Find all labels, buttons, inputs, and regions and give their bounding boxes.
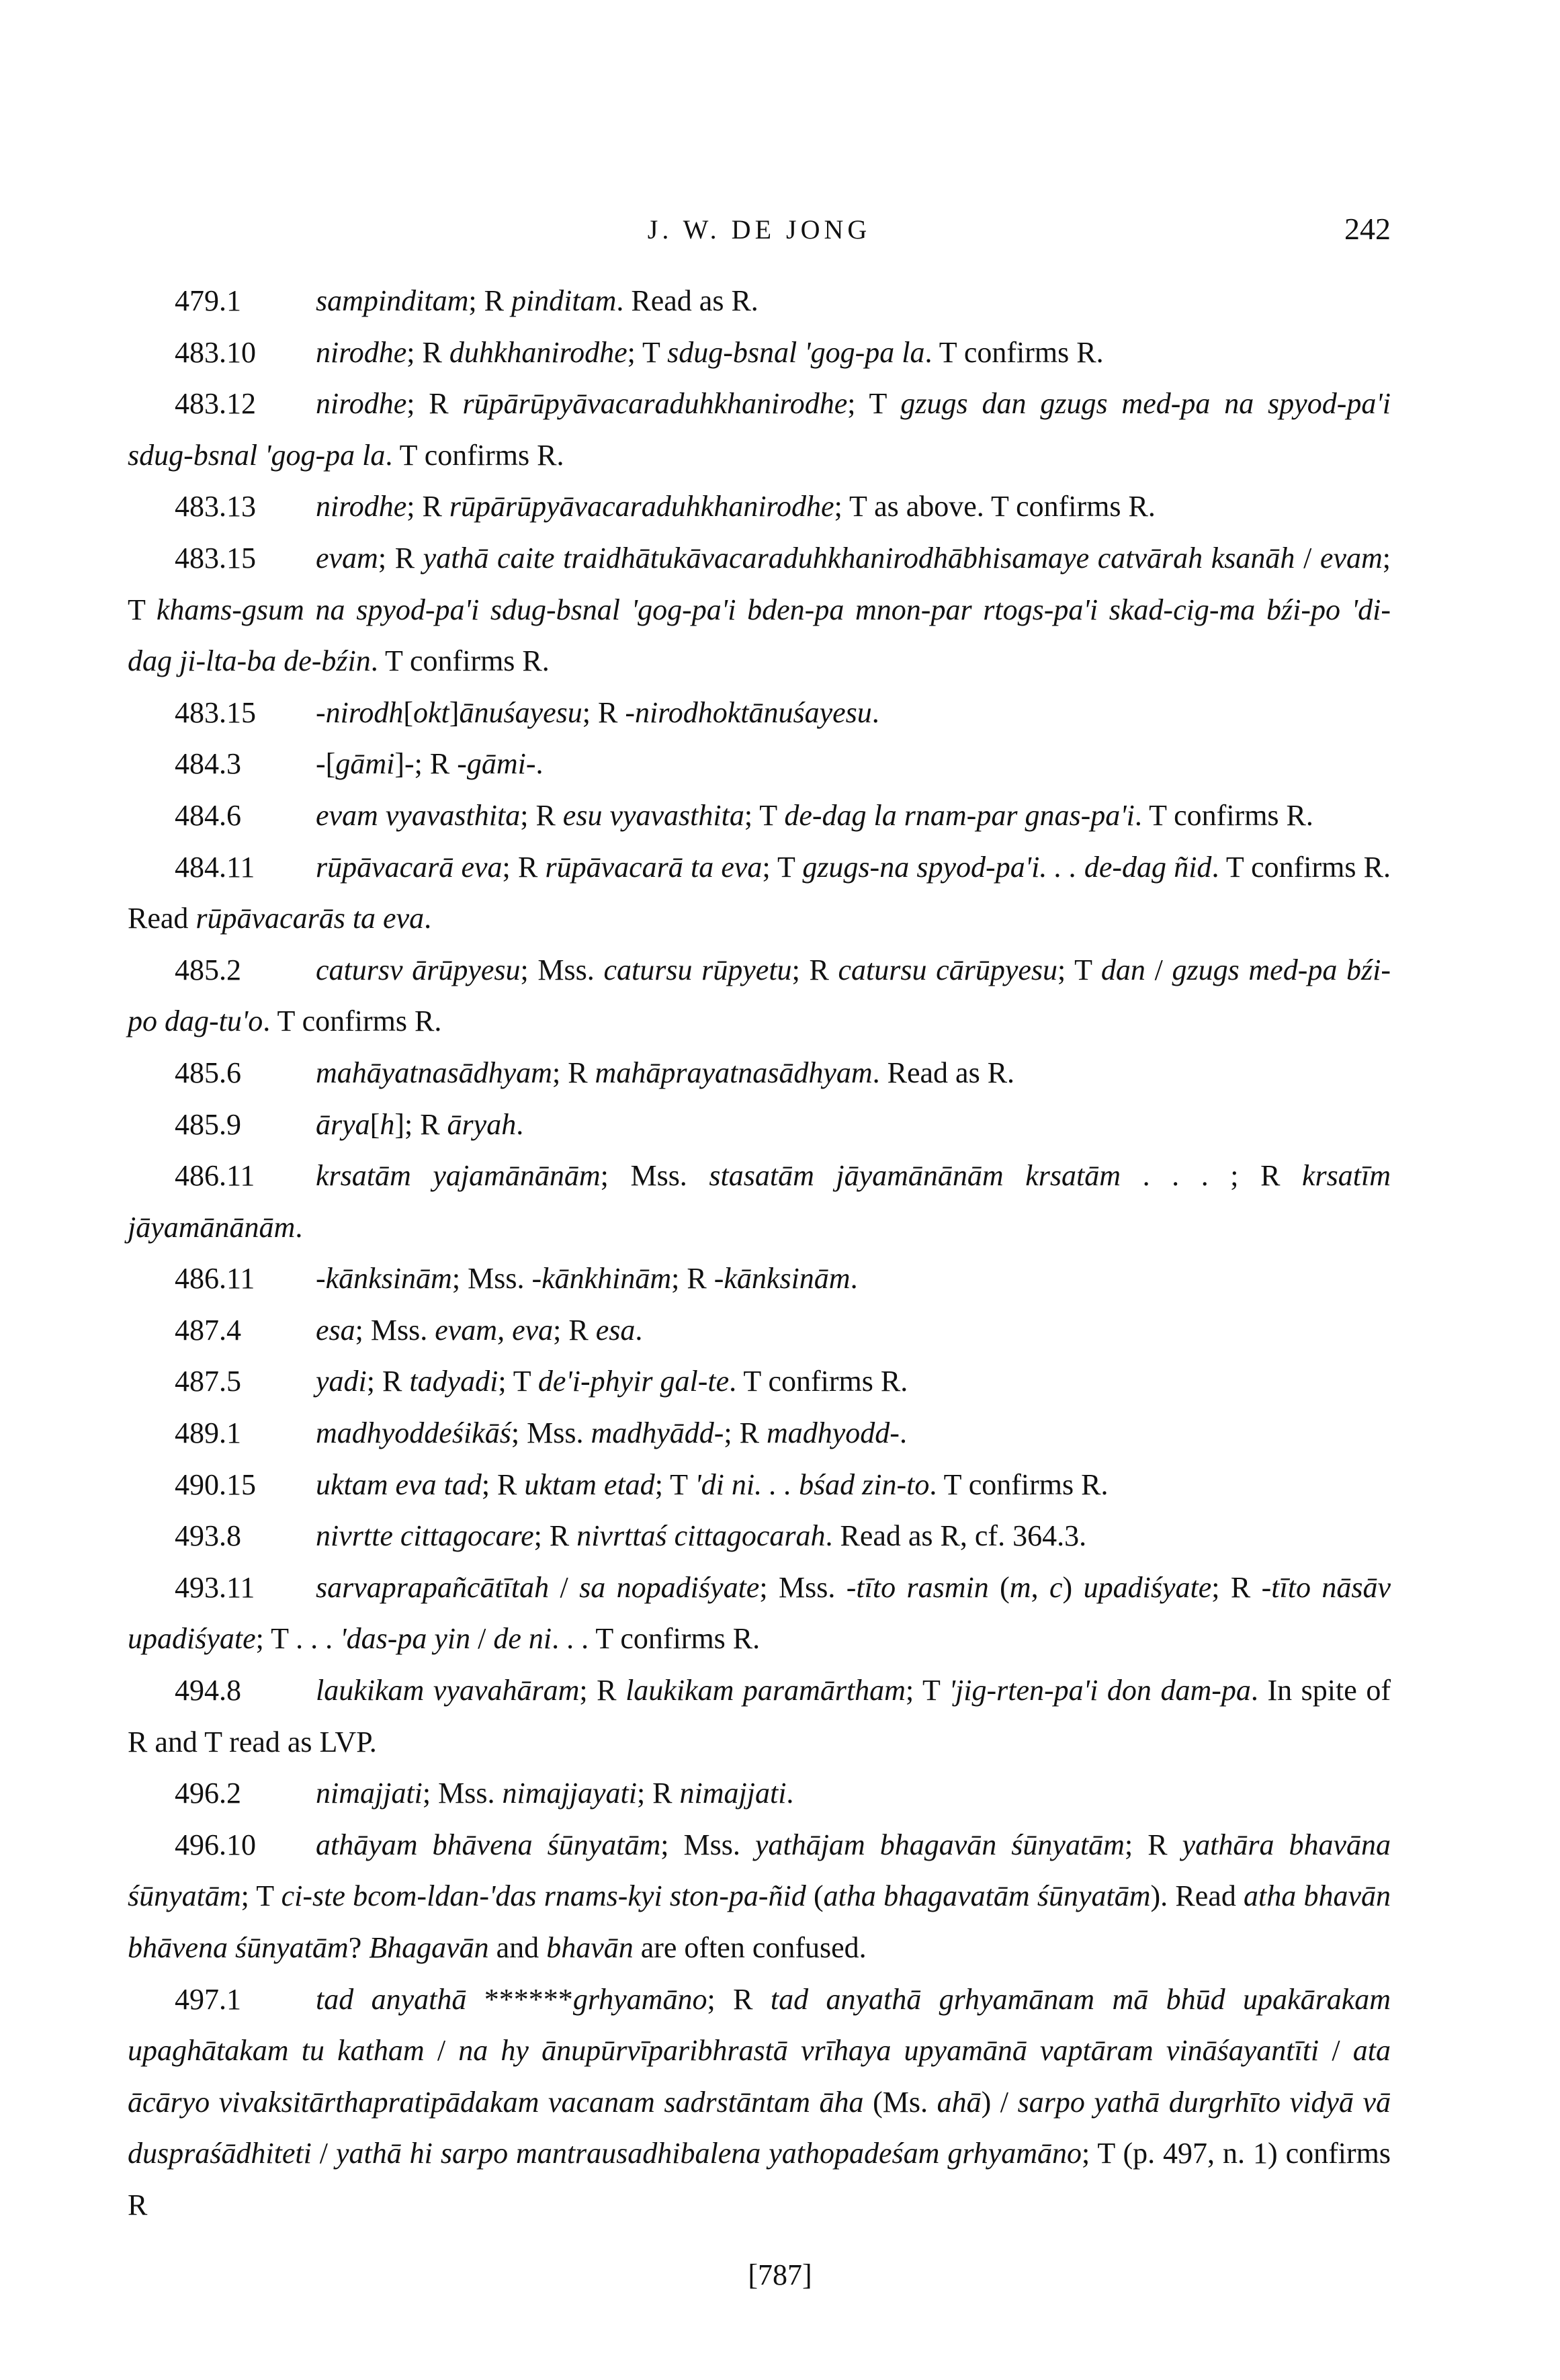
roman-text: ; Mss.: [759, 1570, 847, 1604]
header-author: J. W. DE JONG: [647, 214, 871, 245]
note-reference: 483.15: [175, 695, 256, 729]
note-entry: [128, 1562, 1391, 1665]
italic-text: m: [1009, 1570, 1031, 1604]
note-entry: [128, 1356, 1391, 1408]
note-reference: 493.11: [175, 1570, 255, 1604]
roman-text: ; R: [582, 695, 625, 729]
roman-text: . . . T confirms R.: [552, 1622, 761, 1656]
note-reference: 493.8: [175, 1519, 241, 1553]
roman-text: ; T (p. 497, n. 1) confirms R: [128, 2137, 1391, 2221]
roman-text: ; R: [378, 541, 423, 575]
italic-text: yathājam bhagavān śūnyatām: [754, 1828, 1125, 1861]
roman-text: [: [370, 1107, 380, 1141]
note-entry: [128, 481, 1391, 533]
italic-text: yathāra bhavāna śūnyatām: [128, 1828, 1391, 1913]
note-entry: [128, 1511, 1391, 1562]
note-reference: 489.1: [175, 1416, 241, 1450]
italic-text: gāmi: [335, 747, 395, 781]
note-entry: [128, 1305, 1391, 1357]
italic-text: tad anyathā: [316, 1982, 467, 2016]
roman-text: ; R: [406, 490, 449, 523]
italic-text: nimajjati: [679, 1777, 787, 1810]
roman-text: ; R: [502, 850, 546, 884]
italic-text: sa nopadiśyate: [579, 1570, 760, 1604]
italic-text: tad anyathā grhyamānam mā bhūd upakārakam upaghātakam tu katham: [128, 1982, 1391, 2068]
note-entry: [128, 842, 1391, 945]
roman-text: /: [470, 1622, 494, 1656]
roman-text: ; T: [241, 1879, 281, 1913]
italic-text: ānuśayesu: [459, 695, 582, 729]
italic-text: -kānksinām: [316, 1262, 452, 1295]
italic-text: rūpārūpyāvacaraduhkhanirodhe: [462, 387, 848, 421]
roman-text: ]-; R: [394, 747, 458, 781]
italic-text: ahā: [937, 2085, 982, 2119]
roman-text: .: [786, 1777, 794, 1810]
italic-text: ata ācāryo vivaksitārthapratipādakam vacanam sadrstāntam āha: [128, 2034, 1391, 2119]
note-reference: 485.2: [175, 953, 241, 986]
italic-text: yathā hi sarpo mantrausadhibalena yathopadeśam grhyamāno: [335, 2137, 1082, 2170]
note-entry: [128, 1974, 1391, 2232]
italic-text: 'jig-rten-pa'i don dam-pa: [949, 1674, 1251, 1707]
roman-text: ; R: [533, 1519, 577, 1553]
roman-text: . In spite of R and T read as LVP.: [128, 1674, 1391, 1758]
roman-text: .: [899, 1416, 907, 1450]
note-reference: 490.15: [175, 1468, 256, 1501]
italic-text: madhyodd-: [766, 1416, 900, 1450]
roman-text: [: [403, 695, 414, 729]
roman-text: . Read as R.: [872, 1056, 1015, 1089]
note-reference: 484.3: [175, 747, 241, 781]
roman-text: ): [1062, 1570, 1084, 1604]
roman-text: ). Read: [1150, 1879, 1244, 1913]
italic-text: c: [1049, 1570, 1063, 1604]
note-entry: [128, 1459, 1391, 1511]
italic-text: -kānksinām: [713, 1262, 851, 1295]
roman-text: ; Mss.: [451, 1262, 532, 1295]
roman-text: ; R: [553, 1313, 596, 1347]
roman-text: . T confirms R.: [924, 335, 1104, 369]
italic-text: krsatīm jāyamānānām: [128, 1159, 1391, 1244]
italic-text: athāyam bhāvena śūnyatām: [316, 1828, 661, 1861]
italic-text: pinditam: [511, 284, 617, 317]
italic-text: rūpāvacarā eva: [316, 850, 503, 884]
roman-text: ; R: [707, 1982, 771, 2016]
italic-text: atha bhagavatām śūnyatām: [823, 1879, 1151, 1913]
italic-text: atha bhavān bhāvena śūnyatām: [128, 1879, 1391, 1964]
italic-text: nirodhe: [316, 335, 407, 369]
note-entry: [128, 1768, 1391, 1820]
roman-text: (Ms.: [863, 2085, 937, 2119]
italic-text: khams-gsum na spyod-pa'i sdug-bsnal 'gog-pa'i bden-pa mnon-par rtogs-pa'i skad-cig-ma bźi-po 'di-dag ji-lta-ba de-bźin: [128, 593, 1391, 678]
running-header: [128, 214, 1391, 254]
roman-text: /: [1145, 953, 1172, 986]
italic-text: sdug-bsnal 'gog-pa la: [667, 335, 925, 369]
note-entry: [128, 790, 1391, 842]
note-reference: 497.1: [175, 1982, 241, 2016]
note-reference: 483.13: [175, 490, 256, 523]
notes-body: [128, 275, 1391, 2232]
roman-text: ; Mss.: [422, 1777, 503, 1810]
italic-text: uktam etad: [524, 1468, 655, 1501]
note-reference: 484.6: [175, 798, 241, 832]
roman-text: ; T: [654, 1468, 695, 1501]
roman-text: . Read as R.: [616, 284, 759, 317]
italic-text: uktam eva tad: [316, 1468, 482, 1501]
roman-text: .: [295, 1210, 303, 1244]
italic-text: rūpārūpyāvacaraduhkhanirodhe: [449, 490, 834, 523]
italic-text: evam: [316, 541, 378, 575]
italic-text: h: [380, 1107, 395, 1141]
note-entry: [128, 1099, 1391, 1151]
italic-text: yathā caite traidhātukāvacaraduhkhanirodhābhisamaye catvārah ksanāh: [423, 541, 1295, 575]
roman-text: ******: [466, 1982, 573, 2016]
roman-text: ; R: [724, 1416, 767, 1450]
italic-text: nimajjayati: [502, 1777, 637, 1810]
roman-text: .: [535, 747, 544, 781]
italic-text: catursu cārūpyesu: [838, 953, 1058, 986]
italic-text: sarpo yathā durgrhīto vidyā vā duspraśādhiteti: [128, 2085, 1391, 2170]
roman-text: ]; R: [394, 1107, 447, 1141]
roman-text: ; R: [671, 1262, 714, 1295]
roman-text: ; T . . .: [255, 1622, 341, 1656]
note-entry: [128, 1253, 1391, 1305]
header-page-number: 242: [1344, 212, 1391, 246]
note-reference: 484.11: [175, 850, 255, 884]
italic-text: mahāprayatnasādhyam: [595, 1056, 873, 1089]
italic-text: āryah: [447, 1107, 517, 1141]
roman-text: /: [549, 1570, 580, 1604]
note-reference: 496.10: [175, 1828, 256, 1861]
roman-text: /: [311, 2137, 336, 2170]
roman-text: . T confirms R. Read: [128, 850, 1391, 935]
roman-text: ; T: [128, 541, 1391, 626]
italic-text: yadi: [316, 1365, 367, 1398]
note-reference: 486.11: [175, 1262, 255, 1295]
roman-text: ; R: [791, 953, 838, 986]
roman-text: ; R: [636, 1777, 680, 1810]
roman-text: ; T: [744, 798, 785, 832]
roman-text: ; T: [905, 1674, 949, 1707]
italic-text: evam: [1319, 541, 1383, 575]
note-entry: [128, 1820, 1391, 1974]
roman-text: (: [988, 1570, 1010, 1604]
italic-text: sampinditam: [316, 284, 469, 317]
italic-text: duhkhanirodhe: [449, 335, 627, 369]
roman-text: ; Mss.: [520, 953, 604, 986]
roman-text: .: [871, 695, 879, 729]
roman-text: -[: [316, 747, 336, 781]
italic-text: mahāyatnasādhyam: [316, 1056, 552, 1089]
italic-text: laukikam paramārtham: [625, 1674, 906, 1707]
roman-text: . . . ; R: [1121, 1159, 1303, 1193]
roman-text: ; R: [468, 284, 511, 317]
note-reference: 479.1: [175, 284, 241, 317]
roman-text: . T confirms R.: [370, 644, 550, 678]
roman-text: ; T as above. T confirms R.: [834, 490, 1156, 523]
italic-text: nivrttaś cittagocarah: [576, 1519, 826, 1553]
italic-text: -tīto rasmin: [846, 1570, 989, 1604]
note-entry: [128, 533, 1391, 687]
italic-text: stasatām jāyamānānām krsatām: [709, 1159, 1121, 1193]
roman-text: ; R: [552, 1056, 595, 1089]
italic-text: madhyādd-: [591, 1416, 724, 1450]
roman-text: /: [424, 2034, 459, 2068]
italic-text: upadiśyate: [1083, 1570, 1212, 1604]
italic-text: -nirodhoktānuśayesu: [625, 695, 872, 729]
note-entry: [128, 327, 1391, 379]
roman-text: .: [635, 1313, 643, 1347]
italic-text: -tīto nāsāv upadiśyate: [128, 1570, 1391, 1656]
roman-text: and: [488, 1931, 547, 1964]
italic-text: -gāmi-: [457, 747, 536, 781]
roman-text: .: [516, 1107, 524, 1141]
italic-text: catursv ārūpyesu: [316, 953, 521, 986]
note-entry: [128, 687, 1391, 739]
note-reference: 483.10: [175, 335, 256, 369]
roman-text: ; T: [498, 1365, 538, 1398]
italic-text: nirodhe: [316, 490, 407, 523]
roman-text: ) /: [981, 2085, 1018, 2119]
italic-text: nimajjati: [316, 1777, 423, 1810]
italic-text: gzugs med-pa bźi-po dag-tu'o: [128, 953, 1391, 1038]
roman-text: /: [1295, 541, 1320, 575]
roman-text: (: [806, 1879, 824, 1913]
roman-text: ; R: [579, 1674, 626, 1707]
roman-text: ; R: [366, 1365, 410, 1398]
italic-text: rūpāvacarās ta eva: [196, 902, 425, 935]
italic-text: krsatām yajamānānām: [316, 1159, 601, 1193]
italic-text: madhyoddeśikāś: [316, 1416, 511, 1450]
note-entry: [128, 1408, 1391, 1459]
italic-text: evam, eva: [435, 1313, 554, 1347]
italic-text: ārya: [316, 1107, 370, 1141]
roman-text: . T confirms R.: [263, 1005, 442, 1038]
roman-text: ,: [1031, 1570, 1049, 1604]
roman-text: ; T: [847, 387, 901, 421]
note-entry: [128, 945, 1391, 1048]
note-reference: 485.9: [175, 1107, 241, 1141]
italic-text: tadyadi: [409, 1365, 499, 1398]
note-reference: 483.15: [175, 541, 256, 575]
roman-text: ; R: [1124, 1828, 1182, 1861]
italic-text: nirodhe: [316, 387, 407, 421]
roman-text: . T confirms R.: [1134, 798, 1313, 832]
roman-text: ; Mss.: [355, 1313, 435, 1347]
italic-text: nivrtte cittagocare: [316, 1519, 534, 1553]
italic-text: 'das-pa yin: [340, 1622, 471, 1656]
italic-text: de'i-phyir gal-te: [537, 1365, 730, 1398]
note-entry: [128, 275, 1391, 327]
italic-text: de ni: [493, 1622, 552, 1656]
note-reference: 485.6: [175, 1056, 241, 1089]
note-reference: 487.4: [175, 1313, 241, 1347]
roman-text: . T confirms R.: [385, 438, 564, 472]
italic-text: gzugs-na spyod-pa'i. . . de-dag ñid: [802, 850, 1212, 884]
note-entry: [128, 1048, 1391, 1099]
italic-text: laukikam vyavahāram: [316, 1674, 580, 1707]
note-entry: [128, 738, 1391, 790]
italic-text: catursu rūpyetu: [603, 953, 792, 986]
roman-text: ]: [449, 695, 460, 729]
note-entry: [128, 1150, 1391, 1253]
roman-text: . Read as R, cf. 364.3.: [825, 1519, 1087, 1553]
roman-text: ; T: [1057, 953, 1101, 986]
italic-text: okt: [413, 695, 449, 729]
italic-text: rūpāvacarā ta eva: [545, 850, 763, 884]
italic-text: grhyamāno: [572, 1982, 707, 2016]
italic-text: 'di ni. . . bśad zin-to: [695, 1468, 930, 1501]
italic-text: -nirodh: [316, 695, 404, 729]
italic-text: dan: [1100, 953, 1145, 986]
note-reference: 487.5: [175, 1365, 241, 1398]
italic-text: -kānkhinām: [531, 1262, 672, 1295]
roman-text: ; Mss.: [511, 1416, 591, 1450]
roman-text: .: [424, 902, 432, 935]
footer-page-number: [787]: [748, 2258, 812, 2291]
roman-text: ; R: [1211, 1570, 1262, 1604]
note-reference: 496.2: [175, 1777, 241, 1810]
roman-text: ; R: [520, 798, 563, 832]
note-entry: [128, 378, 1391, 481]
roman-text: ?: [348, 1931, 370, 1964]
italic-text: esa: [595, 1313, 636, 1347]
roman-text: ; T: [627, 335, 668, 369]
italic-text: esu vyavasthita: [562, 798, 744, 832]
roman-text: .: [850, 1262, 858, 1295]
roman-text: ; Mss.: [600, 1159, 709, 1193]
roman-text: ; R: [481, 1468, 525, 1501]
note-reference: 483.12: [175, 387, 256, 421]
italic-text: de-dag la rnam-par gnas-pa'i: [784, 798, 1135, 832]
note-entry: [128, 1665, 1391, 1768]
italic-text: esa: [316, 1313, 355, 1347]
note-reference: 494.8: [175, 1674, 241, 1707]
roman-text: ; T: [762, 850, 803, 884]
roman-text: . T confirms R.: [729, 1365, 908, 1398]
italic-text: ci-ste bcom-ldan-'das rnams-kyi ston-pa-ñid: [281, 1879, 806, 1913]
italic-text: evam vyavasthita: [316, 798, 521, 832]
italic-text: bhavān: [546, 1931, 634, 1964]
roman-text: are often confused.: [633, 1931, 867, 1964]
roman-text: ; R: [406, 387, 463, 421]
roman-text: ; R: [406, 335, 449, 369]
roman-text: ; Mss.: [660, 1828, 755, 1861]
note-reference: 486.11: [175, 1159, 255, 1193]
italic-text: na hy ānupūrvīparibhrastā vrīhaya upyamānā vaptāram vināśayantīti: [458, 2034, 1319, 2068]
roman-text: /: [1319, 2034, 1353, 2068]
italic-text: gzugs dan gzugs med-pa na spyod-pa'i sdug-bsnal 'gog-pa la: [128, 387, 1391, 472]
italic-text: Bhagavān: [369, 1931, 489, 1964]
roman-text: . T confirms R.: [929, 1468, 1109, 1501]
italic-text: sarvaprapañcātītah: [316, 1570, 550, 1604]
